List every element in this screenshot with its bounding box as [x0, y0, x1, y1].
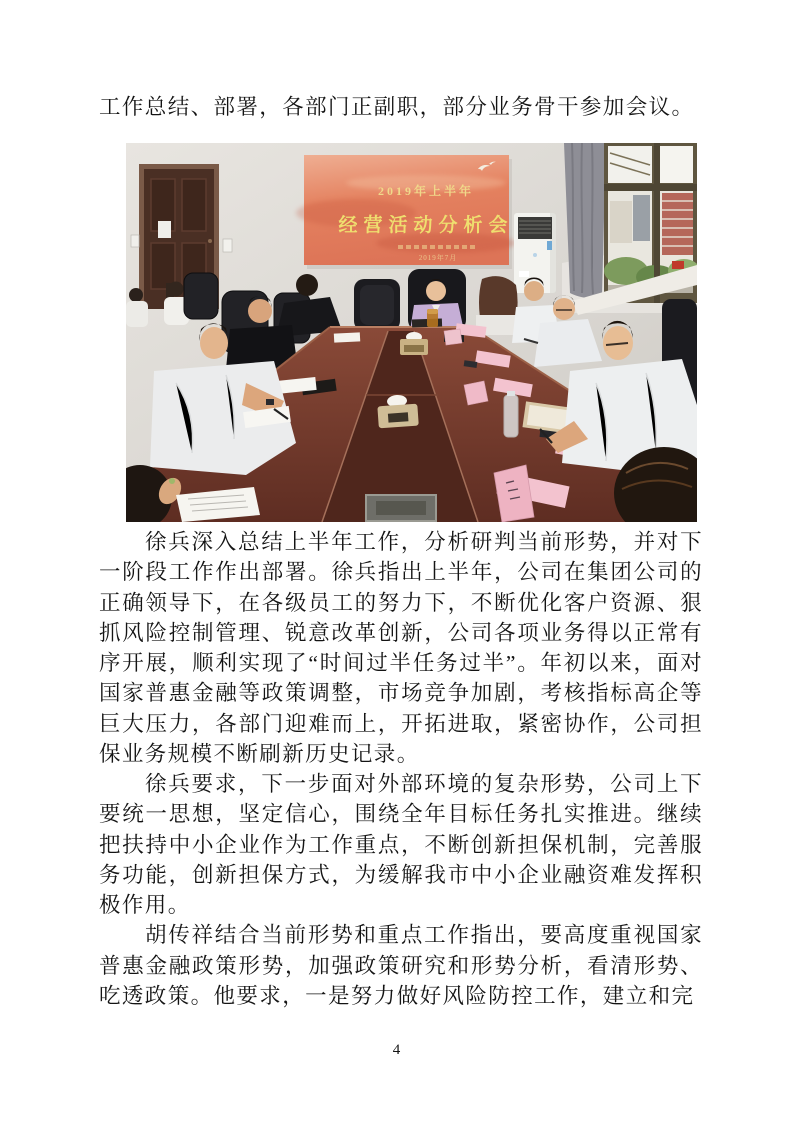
ac-sticker — [547, 241, 552, 250]
projection-screen — [296, 155, 516, 269]
paragraph-1: 徐兵深入总结上半年工作，分析研判当前形势，并对下一阶段工作作出部署。徐兵指出上半年，公司在集团公司的正确领导下，在各级员工的努力下，不断优化客户资源、狠抓风险控制管理、锐意改革创新，公司各项业务得以正常有序开展，顺利实现了“时间过半任务过半”。年初以来，面对国家普惠金融等政策调整，市场竞争加剧，考核指标高企等巨大压力，各部门迎难而上，开拓进取，紧密协作，公司担保业务规模不断刷新历史记录。 — [99, 530, 703, 766]
water-bottle — [504, 391, 518, 437]
bracelet — [169, 478, 175, 484]
meeting-photo — [126, 143, 697, 522]
paragraph-2: 徐兵要求，下一步面对外部环境的复杂形势，公司上下要统一思想，坚定信心，围绕全年目标任务扎实推进。继续把扶持中小企业作为工作重点，不断创新担保机制，完善服务功能，创新担保方式，为缓解我市中小企业融资难发挥积极作用。 — [99, 772, 703, 917]
paragraph-3: 胡传祥结合当前形势和重点工作指出，要高度重视国家普惠金融政策形势，加强政策研究和形势分析，看清形势、吃透政策。他要求，一是努力做好风险防控工作，建立和完 — [99, 923, 703, 1008]
air-conditioner-unit — [514, 213, 556, 293]
empty-chair-inner — [360, 285, 394, 325]
page-number: 4 — [392, 1042, 401, 1058]
attendee-woman-brown-hair — [476, 276, 518, 335]
door-notice-sign — [158, 221, 171, 238]
window-building-gray — [633, 195, 650, 241]
slide-date-line: 2019年7月 — [418, 254, 458, 262]
tea-glass — [427, 309, 438, 327]
slide-title: 经营活动分析会 — [338, 215, 514, 236]
light-switch-plate — [223, 239, 232, 252]
window-building-white — [610, 201, 632, 243]
slide-year-line: 2019年上半年 — [377, 184, 475, 198]
continuation-line: 工作总结、部署，各部门正副职，部分业务骨干参加会议。 — [99, 95, 695, 119]
wall-panel — [131, 235, 139, 247]
article-body — [99, 527, 703, 1011]
door-handle — [208, 239, 212, 243]
meeting-photo-illustration — [126, 143, 697, 522]
notebook-white — [334, 332, 360, 342]
curtain — [564, 143, 606, 298]
